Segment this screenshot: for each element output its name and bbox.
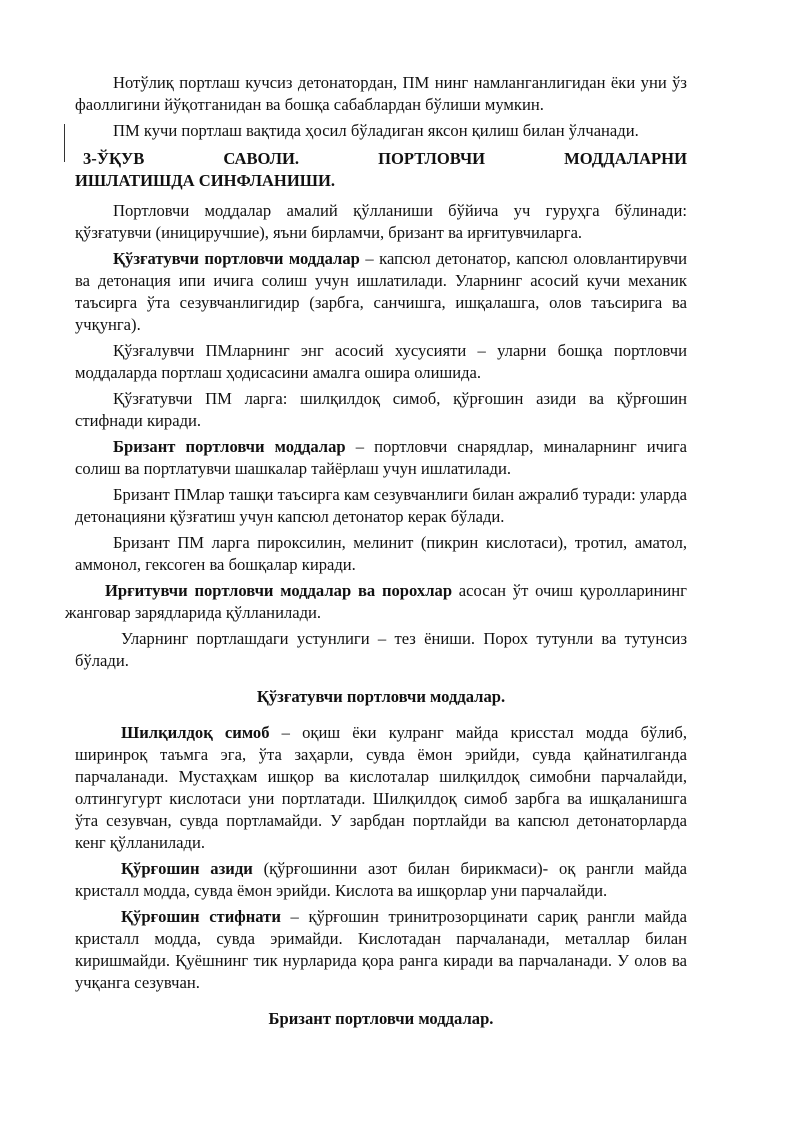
paragraph-brisant-explosives: Бризант портловчи моддалар – портловчи снарядлар, миналарнинг ичига солиш ва портлатувчи шашкалар тайёрлаш учун ишлатилади. (75, 437, 688, 478)
paragraph-incomplete-explosion: Нотўлиқ портлаш кучсиз детонатордан, ПМ нинг намланганлигидан ёки уни ўз фаоллигини йўқотганидан ва бошқа сабаблардан бўлиши мумкин. (75, 73, 687, 114)
paragraph-propellant-advantage: Уларнинг портлашдаги устунлиги – тез ёниши. Порох тутунли ва тутунсиз бўлади. (75, 629, 687, 670)
paragraph-initiating-list: Қўзғатувчи ПМ ларга: шилқилдоқ симоб, қўрғошин азиди ва қўрғошин стифнади киради. (75, 389, 687, 430)
paragraph-brisant-sensitivity: Бризант ПМлар ташқи таъсирга кам сезувчанлиги билан ажралиб туради: уларда детонацияни қўзғатиш учун капсюл детонатор керак бўлади. (75, 485, 687, 526)
revision-bar (64, 124, 65, 162)
paragraph-lead-azide: Қўрғошин азиди (қўрғошинни азот билан бирикмаси)- оқ рангли майда кристалл модда, сувда ёмон эрийди. Кислота ва ишқорлар уни парчалайди. (75, 859, 687, 900)
paragraph-brisant-list: Бризант ПМ ларга пироксилин, мелинит (пикрин кислотаси), тротил, аматол, аммонол, гексоген ва бошқалар киради. (75, 533, 687, 574)
paragraph-initiating-property: Қўзғалувчи ПМларнинг энг асосий хусусияти – уларни бошқа портловчи моддаларда портлаш ҳодисасини амалга ошира олишида. (75, 341, 687, 382)
paragraph-propellants: Ирғитувчи портловчи моддалар ва порохлар асосан ўт очиш қуролларининг жанговар зарядларида қўлланилади. (65, 581, 687, 622)
subheading-initiating: Қўзғатувчи портловчи моддалар. (256, 687, 506, 706)
heading-word-4: МОДДАЛАРНИ (564, 149, 687, 168)
term-initiating-explosives: Қўзғатувчи портловчи моддалар (113, 249, 360, 268)
term-lead-azide: Қўрғошин азиди (121, 859, 253, 878)
paragraph-lead-styphnate: Қўрғошин стифнати – қўрғошин тринитрозорцинати сариқ рангли майда кристалл модда, сувда эримайди. Кислотадан парчаланади, металлар билан киришмайди. Қуёшнинг тик нурларида қора ранга киради ва парчаланади. У олов ва учқанга сезувчан. (75, 907, 687, 992)
term-mercury-fulminate: Шилқилдоқ симоб (121, 723, 270, 742)
section-heading-line1 (75, 148, 687, 170)
document-page (65, 72, 688, 1044)
paragraph-explosive-power: ПМ кучи портлаш вақтида ҳосил бўладиган яксон қилиш билан ўлчанади. (113, 121, 639, 140)
term-propellants: Ирғитувчи портловчи моддалар ва порохлар (105, 581, 453, 600)
term-brisant-explosives: Бризант портловчи моддалар (113, 437, 346, 456)
subheading-brisant: Бризант портловчи моддалар. (268, 1009, 494, 1028)
paragraph-mercury-fulminate: Шилқилдоқ симоб – оқиш ёки кулранг майда крисстал модда бўлиб, ширинроқ таъмга эга, ўта заҳарли, сувда ёмон эрийди, сувда қайнатилганда парчаланади. Мустаҳкам ишқор ва кислоталар шилқилдоқ симобни парчалайди, олтингугурт кислотаси уни портлатади. Шилқилдоқ симоб зарбга ва ишқаланишга ўта сезувчан, сувда портламайди. У зарбдан портлайди ва капсюл детонаторларда кенг қўлланилади. (75, 723, 687, 852)
heading-word-3: ПОРТЛОВЧИ (378, 149, 486, 168)
heading-word-1: 3-ЎҚУВ (83, 149, 145, 168)
paragraph-initiating-explosives: Қўзғатувчи портловчи моддалар – капсюл детонатор, капсюл оловлантирувчи ва детонация ипи ичига солиш учун ишлатилади. Уларнинг асосий кучи механик таъсирга ўта сезувчанлигидир (зарбга, санчишга, ишқалашга, олов таъсирига ва учқунга). (75, 249, 687, 334)
section-heading (75, 148, 687, 192)
section-heading-line2: ИШЛАТИШДА СИНФЛАНИШИ. (75, 171, 336, 190)
term-lead-styphnate: Қўрғошин стифнати (121, 907, 281, 926)
heading-word-2: САВОЛИ. (223, 149, 300, 168)
paragraph-classification: Портловчи моддалар амалий қўлланиши бўйича уч гуруҳга бўлинади: қўзғатувчи (инициручшие), яъни бирламчи, бризант ва ирғитувчиларга. (75, 201, 687, 242)
